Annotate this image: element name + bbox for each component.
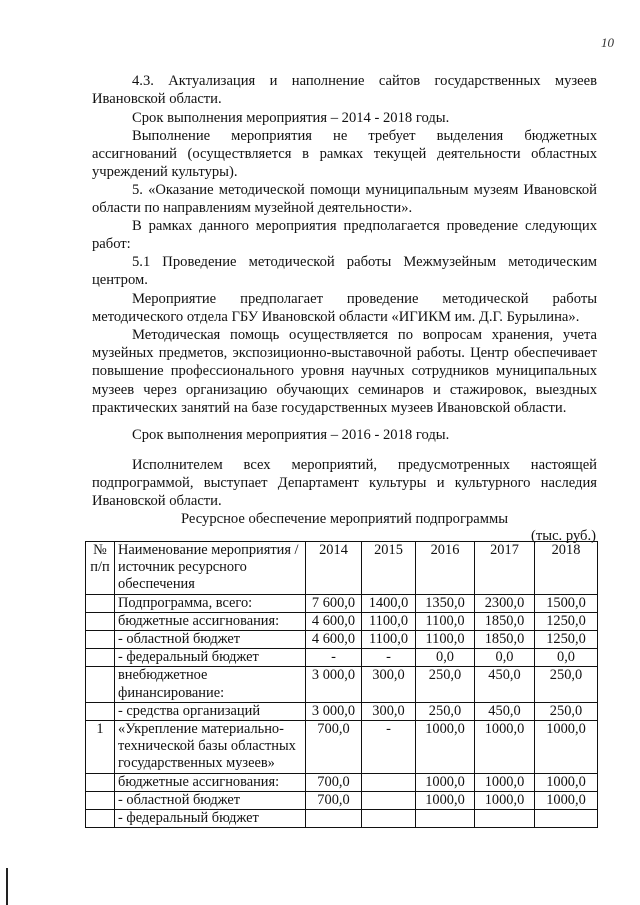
table-cell: 3 000,0 [306, 702, 362, 720]
table-cell [86, 667, 115, 702]
table-cell: внебюджетное финансирование: [115, 667, 306, 702]
table-cell [416, 810, 475, 828]
paragraph-item-5: 5. «Оказание методической помощи муниципальным музеям Ивановской области по направлениям музейной деятельности». [92, 182, 597, 217]
table-cell: 1000,0 [416, 721, 475, 774]
table-cell: 250,0 [416, 667, 475, 702]
table-cell: 1000,0 [475, 773, 535, 791]
table-cell: - [362, 649, 416, 667]
page-number: 10 [601, 35, 614, 50]
table-cell: 700,0 [306, 791, 362, 809]
table-cell: 250,0 [535, 667, 598, 702]
table-row [86, 810, 598, 828]
table-cell: 1000,0 [475, 721, 535, 774]
table-cell: 300,0 [362, 702, 416, 720]
table-cell: 1100,0 [362, 612, 416, 630]
table-cell: - федеральный бюджет [115, 649, 306, 667]
table-cell: 1000,0 [416, 773, 475, 791]
table-cell [86, 631, 115, 649]
resource-table [85, 541, 598, 828]
header-2014: 2014 [306, 542, 362, 595]
table-row [86, 721, 598, 774]
table-cell: 1000,0 [416, 791, 475, 809]
table-row [86, 649, 598, 667]
table-cell: 7 600,0 [306, 594, 362, 612]
header-2018: 2018 [535, 542, 598, 595]
table-cell: - средства организаций [115, 702, 306, 720]
table-cell: 1850,0 [475, 612, 535, 630]
table-cell: 1100,0 [362, 631, 416, 649]
table-header-row [86, 542, 598, 595]
table-cell: 0,0 [475, 649, 535, 667]
table-cell [86, 594, 115, 612]
table-cell: 1 [86, 721, 115, 774]
table-cell [86, 773, 115, 791]
table-cell: 4 600,0 [306, 612, 362, 630]
paragraph-no-budget: Выполнение мероприятия не требует выделения бюджетных ассигнований (осуществляется в рамках текущей деятельности областных учреждений культуры). [92, 128, 597, 181]
paragraph-4-3: 4.3. Актуализация и наполнение сайтов государственных музеев Ивановской области. [92, 73, 597, 108]
table-cell: - [306, 649, 362, 667]
table-row [86, 594, 598, 612]
table-cell [86, 649, 115, 667]
table-caption: Ресурсное обеспечение мероприятий подпрограммы [181, 511, 508, 527]
table-cell: 2300,0 [475, 594, 535, 612]
table-cell: 450,0 [475, 702, 535, 720]
header-2017: 2017 [475, 542, 535, 595]
header-name: Наименование мероприятия / источник ресурсного обеспечения [115, 542, 306, 595]
paragraph-deadline-1: Срок выполнения мероприятия – 2014 - 2018 годы. [132, 110, 450, 126]
header-2016: 2016 [416, 542, 475, 595]
table-row [86, 791, 598, 809]
table-cell: 1100,0 [416, 612, 475, 630]
paragraph-executor: Исполнителем всех мероприятий, предусмотренных настоящей подпрограммой, выступает Департамент культуры и культурного наследия Ивановской области. [92, 457, 597, 510]
scan-edge-mark [6, 868, 8, 905]
table-cell: 1400,0 [362, 594, 416, 612]
table-cell [86, 791, 115, 809]
table-cell [362, 773, 416, 791]
table-cell: 250,0 [535, 702, 598, 720]
table-cell: 1350,0 [416, 594, 475, 612]
table-cell: 1000,0 [535, 773, 598, 791]
table-cell: 1100,0 [416, 631, 475, 649]
paragraph-method-help: Методическая помощь осуществляется по вопросам хранения, учета музейных предметов, экспозиционно-выставочной работы. Центр обеспечивает повышение профессионального уровня научных сотрудников муниципальных музеев через организацию обучающих семинаров и стажировок, выездных практических занятий на базе государственных музеев Ивановской области. [92, 327, 597, 416]
table-cell: 700,0 [306, 721, 362, 774]
table-cell: 300,0 [362, 667, 416, 702]
table-cell: - федеральный бюджет [115, 810, 306, 828]
table-row [86, 773, 598, 791]
table-cell [362, 810, 416, 828]
table-cell: - [362, 721, 416, 774]
table-cell [535, 810, 598, 828]
table-cell: 700,0 [306, 773, 362, 791]
paragraph-method-dept: Мероприятие предполагает проведение методической работы методического отдела ГБУ Ивановской области «ИГИКМ им. Д.Г. Бурылина». [92, 291, 597, 326]
table-cell: 250,0 [416, 702, 475, 720]
header-2015: 2015 [362, 542, 416, 595]
table-cell [86, 612, 115, 630]
table-cell: 1250,0 [535, 612, 598, 630]
paragraph-deadline-2: Срок выполнения мероприятия – 2016 - 2018 годы. [132, 427, 450, 443]
table-row [86, 702, 598, 720]
table-cell [86, 810, 115, 828]
table-cell: 0,0 [416, 649, 475, 667]
table-cell: 4 600,0 [306, 631, 362, 649]
paragraph-works-intro: В рамках данного мероприятия предполагается проведение следующих работ: [92, 218, 597, 253]
table-units: (тыс. руб.) [531, 528, 596, 544]
table-cell: 1000,0 [475, 791, 535, 809]
table-row [86, 631, 598, 649]
table-cell: 1000,0 [535, 791, 598, 809]
table-cell [306, 810, 362, 828]
table-cell: 1500,0 [535, 594, 598, 612]
table-cell [475, 810, 535, 828]
table-cell: 1850,0 [475, 631, 535, 649]
table-cell: - областной бюджет [115, 631, 306, 649]
table-cell: бюджетные ассигнования: [115, 773, 306, 791]
table-cell: 450,0 [475, 667, 535, 702]
table-cell: бюджетные ассигнования: [115, 612, 306, 630]
table-cell [86, 702, 115, 720]
table-cell: 3 000,0 [306, 667, 362, 702]
table-row [86, 667, 598, 702]
table-cell [362, 791, 416, 809]
paragraph-5-1: 5.1 Проведение методической работы Межмузейным методическим центром. [92, 254, 597, 289]
table-cell: 0,0 [535, 649, 598, 667]
table-row [86, 612, 598, 630]
table-cell: - областной бюджет [115, 791, 306, 809]
table-cell: «Укрепление материально-технической базы областных государственных музеев» [115, 721, 306, 774]
table-cell: Подпрограмма, всего: [115, 594, 306, 612]
header-number: № п/п [86, 542, 115, 595]
table-cell: 1000,0 [535, 721, 598, 774]
table-cell: 1250,0 [535, 631, 598, 649]
